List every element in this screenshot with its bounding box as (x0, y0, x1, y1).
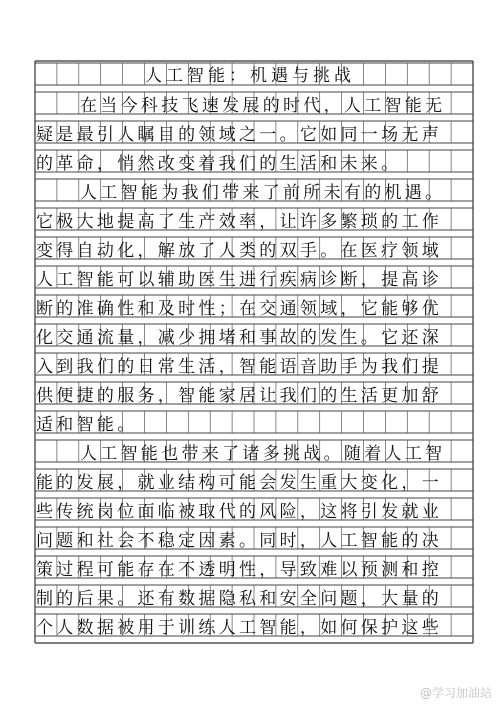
essay-line: 它极大地提高了生产效率，让许多繁琐的工作 (36, 212, 442, 232)
essay-line: 策过程可能存在不透明性，导致难以预测和控 (36, 560, 442, 580)
essay-line: 人工智能为我们带来了前所未有的机遇。 (80, 183, 446, 203)
watermark: @学习加油站 (419, 686, 492, 700)
essay-line: 人工智能可以辅助医生进行疾病诊断，提高诊 (36, 270, 442, 290)
essay-line: 制的后果。还有数据隐私和安全问题，大量的 (36, 589, 442, 609)
essay-line: 个人数据被用于训练人工智能，如何保护这些 (36, 618, 442, 638)
essay-line: 断的准确性和及时性；在交通领域，它能够优 (36, 299, 442, 319)
essay-line: 供便捷的服务，智能家居让我们的生活更加舒 (36, 386, 442, 406)
essay-line: 适和智能。 (36, 415, 138, 435)
essay-line: 变得自动化，解放了人类的双手。在医疗领域 (36, 241, 442, 261)
essay-title: 人工智能：机遇与挑战 (145, 66, 355, 86)
essay-line: 问题和社会不稳定因素。同时，人工智能的决 (36, 531, 442, 551)
essay-line: 能的发展，就业结构可能会发生重大变化，一 (36, 473, 442, 493)
essay-line: 的革命，悄然改变着我们的生活和未来。 (36, 154, 402, 174)
essay-line: 人工智能也带来了诸多挑战。随着人工智 (80, 444, 446, 464)
essay-line: 在当今科技飞速发展的时代，人工智能无 (80, 96, 446, 116)
essay-line: 疑是最引人瞩目的领域之一。它如同一场无声 (36, 125, 442, 145)
essay-line: 入到我们的日常生活，智能语音助手为我们提 (36, 357, 442, 377)
essay-line: 些传统岗位面临被取代的风险，这将引发就业 (36, 502, 442, 522)
essay-line: 化交通流量，减少拥堵和事故的发生。它还深 (36, 328, 442, 348)
